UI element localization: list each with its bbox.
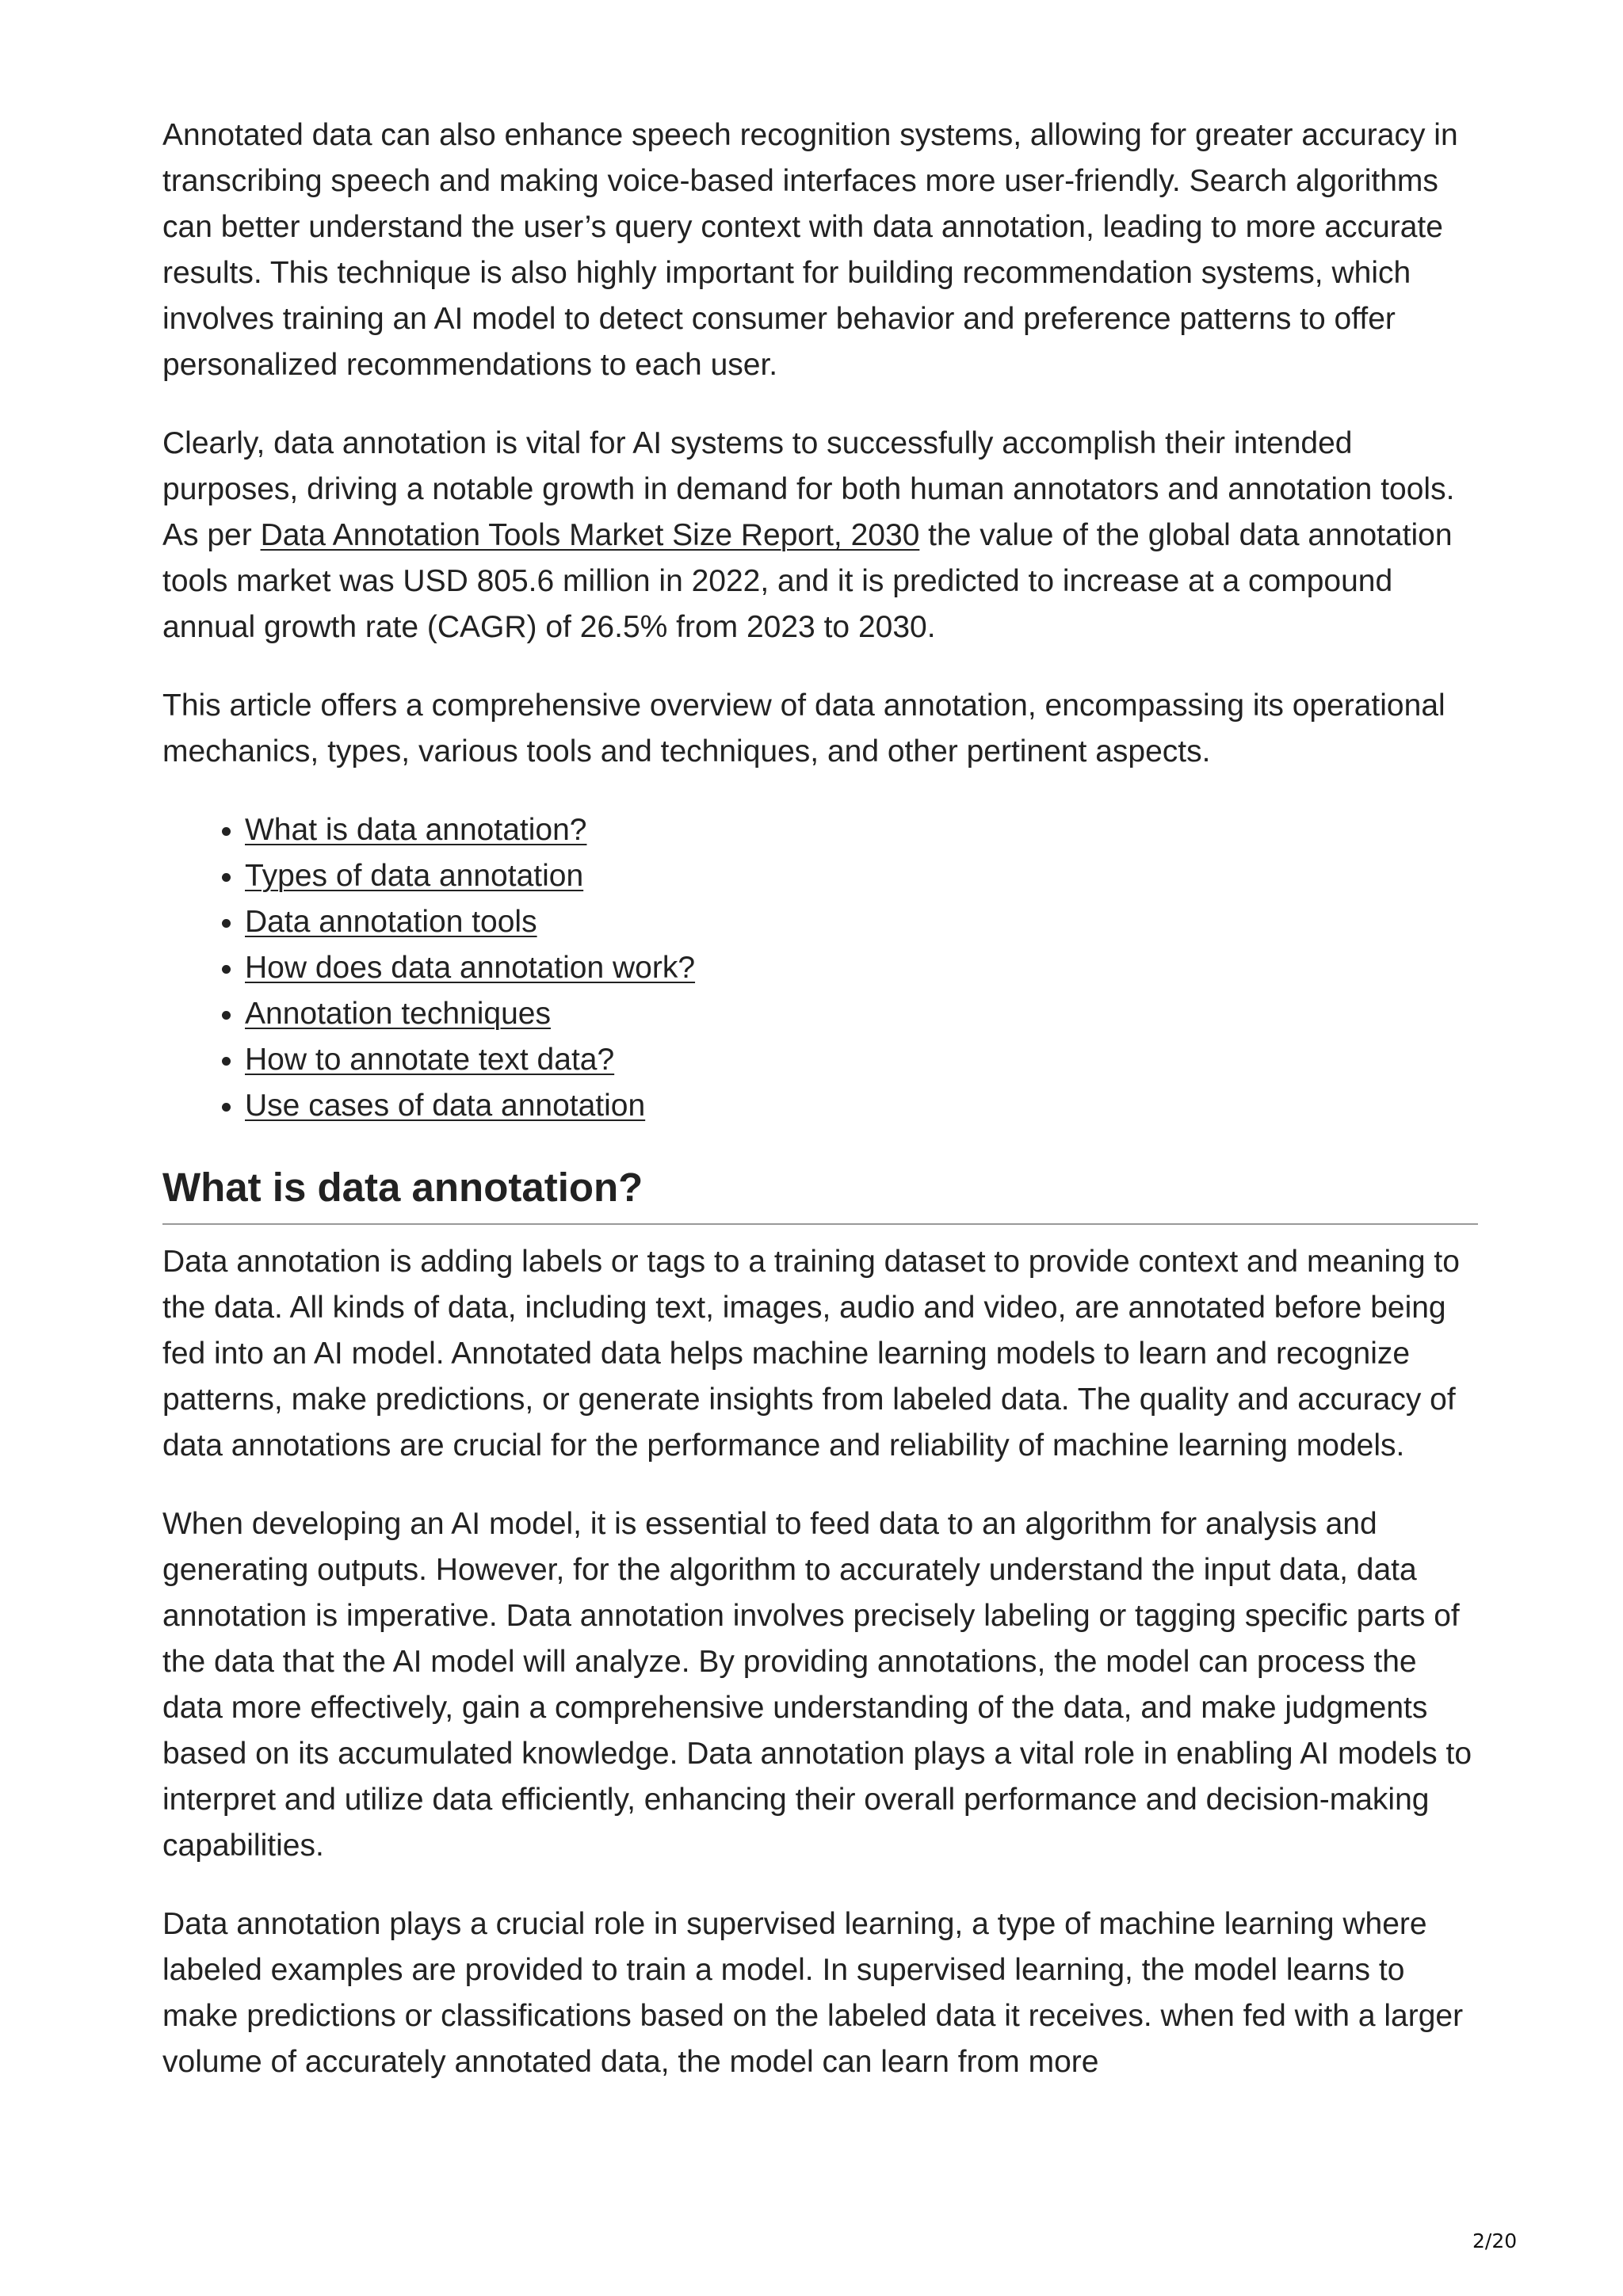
toc-link-use-cases[interactable]: Use cases of data annotation	[245, 1089, 646, 1123]
section-heading: What is data annotation?	[162, 1161, 1478, 1225]
section-paragraph: Data annotation plays a crucial role in supervised learning, a type of machine learning where labeled examples are provided to train a model. In supervised learning, the model learns to make predictions or classifications based on the labeled data it receives. when fed with a larger volume of accurately annotated data, the model can learn from more	[162, 1907, 1464, 2079]
page-number: 2/20	[1472, 2229, 1518, 2252]
toc-link-text-data[interactable]: How to annotate text data?	[245, 1043, 615, 1077]
toc-link-what-is[interactable]: What is data annotation?	[245, 813, 587, 847]
toc-item	[245, 991, 1478, 1037]
section-paragraph: When developing an AI model, it is essential to feed data to an algorithm for analysis and generating outputs. However, for the algorithm to accurately understand the input data, data annotation is imperative. Data annotation involves precisely labeling or tagging specific parts of the data that the AI model will analyze. By providing annotations, the model can process the data more effectively, gain a comprehensive understanding of the data, and make judgments based on its accumulated knowledge. Data annotation plays a vital role in enabling AI models to interpret and utilize data efficiently, enhancing their overall performance and decision-making capabilities.	[162, 1507, 1472, 1863]
section-paragraph: Data annotation is adding labels or tags to a training dataset to provide context and meaning to the data. All kinds of data, including text, images, audio and video, are annotated before being fed into an AI model. Annotated data helps machine learning models to learn and recognize patterns, make predictions, or generate insights from labeled data. The quality and accuracy of data annotations are crucial for the performance and reliability of machine learning models.	[162, 1245, 1460, 1463]
market-text-after: the value of the global data annotation tools market was USD 805.6 million in 2022, and it is predicted to increase at a compound annual growth rate (CAGR) of 26.5% from 2023 to 2030.	[162, 518, 1453, 644]
market-report-link[interactable]: Data Annotation Tools Market Size Report, 2030	[260, 518, 920, 552]
toc-link-types[interactable]: Types of data annotation	[245, 859, 584, 893]
market-text-before: Clearly, data annotation is vital for AI systems to successfully accomplish their intended purposes, driving a notable growth in demand for both human annotators and annotation tools. As per	[162, 426, 1455, 552]
article-body	[162, 113, 1478, 2118]
toc-item	[245, 1083, 1478, 1129]
table-of-contents	[162, 807, 1478, 1129]
toc-item	[245, 899, 1478, 945]
toc-item	[245, 853, 1478, 899]
intro-paragraph: Annotated data can also enhance speech recognition systems, allowing for greater accuracy in transcribing speech and making voice-based interfaces more user-friendly. Search algorithms can better understand the user’s query context with data annotation, leading to more accurate results. This technique is also highly important for building recommendation systems, which involves training an AI model to detect consumer behavior and preference patterns to offer personalized recommendations to each user.	[162, 118, 1458, 382]
toc-item	[245, 1037, 1478, 1083]
toc-link-tools[interactable]: Data annotation tools	[245, 905, 537, 939]
market-paragraph	[162, 421, 1478, 650]
toc-link-how-work[interactable]: How does data annotation work?	[245, 951, 696, 985]
toc-item	[245, 807, 1478, 853]
overview-paragraph: This article offers a comprehensive overview of data annotation, encompassing its operational mechanics, types, various tools and techniques, and other pertinent aspects.	[162, 688, 1445, 769]
toc-link-techniques[interactable]: Annotation techniques	[245, 997, 551, 1031]
toc-item	[245, 945, 1478, 991]
